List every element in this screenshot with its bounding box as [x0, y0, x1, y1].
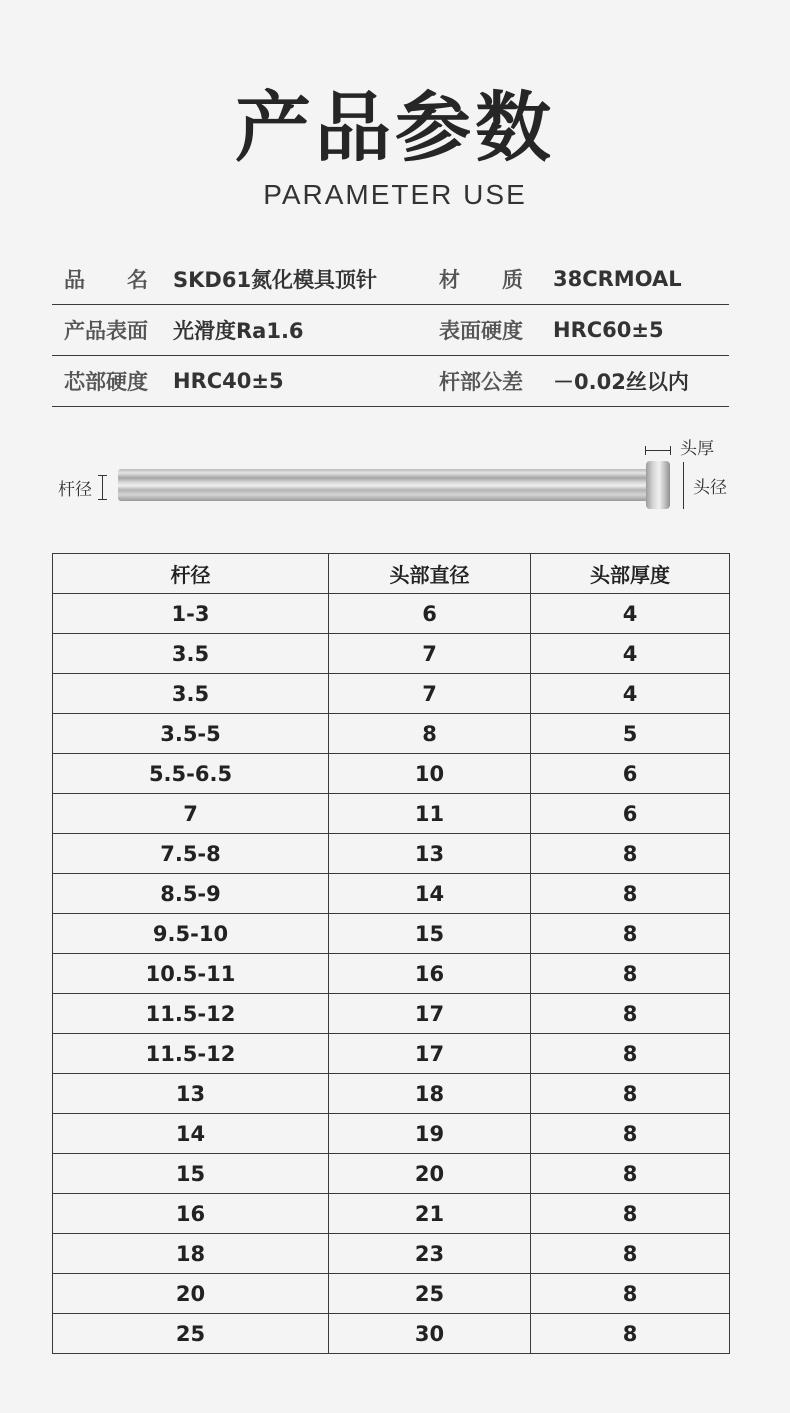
cell-head-diameter: 20	[329, 1154, 531, 1194]
table-header-row	[53, 554, 730, 594]
param-label-core-hardness: 芯部硬度	[64, 370, 148, 394]
cell-head-diameter: 10	[329, 754, 531, 794]
table-row	[53, 1154, 730, 1194]
head-thickness-label: 头厚	[680, 439, 714, 459]
param-label-surface: 产品表面	[64, 319, 148, 343]
param-value-material: 38CRMOAL	[553, 267, 682, 291]
table-row	[53, 1234, 730, 1274]
param-value-core-hardness: HRC40±5	[173, 369, 284, 393]
rod-diameter-label: 杆径	[58, 480, 92, 500]
cell-rod-diameter: 3.5-5	[53, 714, 329, 754]
table-row	[53, 1034, 730, 1074]
cell-head-diameter: 13	[329, 834, 531, 874]
table-row	[53, 1314, 730, 1354]
cell-rod-diameter: 3.5	[53, 674, 329, 714]
head-diameter-label: 头径	[693, 478, 727, 498]
head-thickness-line	[645, 450, 671, 451]
table-row	[53, 1194, 730, 1234]
cell-head-thickness: 6	[531, 754, 730, 794]
cell-head-diameter: 17	[329, 994, 531, 1034]
cell-rod-diameter: 1-3	[53, 594, 329, 634]
spec-table-body	[53, 594, 730, 1354]
cell-rod-diameter: 8.5-9	[53, 874, 329, 914]
cell-head-diameter: 8	[329, 714, 531, 754]
rod-dimension-cap-top	[98, 475, 107, 476]
cell-rod-diameter: 20	[53, 1274, 329, 1314]
cell-head-thickness: 8	[531, 994, 730, 1034]
table-row	[53, 874, 730, 914]
cell-head-diameter: 6	[329, 594, 531, 634]
table-row	[53, 594, 730, 634]
cell-rod-diameter: 7	[53, 794, 329, 834]
cell-rod-diameter: 11.5-12	[53, 994, 329, 1034]
cell-rod-diameter: 16	[53, 1194, 329, 1234]
cell-head-thickness: 8	[531, 1074, 730, 1114]
table-row	[53, 994, 730, 1034]
pin-rod-image	[118, 469, 650, 501]
cell-rod-diameter: 7.5-8	[53, 834, 329, 874]
table-row	[53, 834, 730, 874]
param-row	[52, 304, 729, 355]
cell-head-thickness: 8	[531, 834, 730, 874]
cell-rod-diameter: 10.5-11	[53, 954, 329, 994]
param-label-rod-tolerance: 杆部公差	[439, 370, 523, 394]
head-thickness-cap-right	[670, 446, 671, 455]
cell-head-diameter: 21	[329, 1194, 531, 1234]
column-header-head-thickness: 头部厚度	[531, 554, 730, 594]
param-value-surface: 光滑度Ra1.6	[173, 319, 304, 343]
column-header-rod-diameter: 杆径	[53, 554, 329, 594]
cell-head-thickness: 5	[531, 714, 730, 754]
cell-head-diameter: 11	[329, 794, 531, 834]
cell-head-thickness: 8	[531, 1194, 730, 1234]
cell-head-diameter: 17	[329, 1034, 531, 1074]
cell-rod-diameter: 9.5-10	[53, 914, 329, 954]
cell-head-diameter: 7	[329, 674, 531, 714]
ejector-pin-diagram	[0, 425, 790, 525]
table-row	[53, 714, 730, 754]
cell-head-diameter: 7	[329, 634, 531, 674]
cell-head-thickness: 8	[531, 954, 730, 994]
spec-table	[52, 553, 730, 1354]
cell-rod-diameter: 14	[53, 1114, 329, 1154]
cell-head-thickness: 8	[531, 1154, 730, 1194]
cell-rod-diameter: 13	[53, 1074, 329, 1114]
param-label-material: 材 质	[439, 268, 523, 292]
table-row	[53, 1274, 730, 1314]
pin-head-image	[646, 461, 670, 509]
page-title: 产品参数	[235, 83, 555, 172]
param-value-surface-hardness: HRC60±5	[553, 318, 664, 342]
cell-head-diameter: 15	[329, 914, 531, 954]
parameter-list	[52, 254, 729, 407]
table-row	[53, 1074, 730, 1114]
cell-rod-diameter: 15	[53, 1154, 329, 1194]
column-header-head-diameter: 头部直径	[329, 554, 531, 594]
rod-dimension-cap-bottom	[98, 499, 107, 500]
param-value-rod-tolerance: －0.02丝以内	[553, 370, 689, 394]
param-value-name: SKD61氮化模具顶针	[173, 268, 378, 292]
page-subtitle: PARAMETER USE	[263, 179, 527, 210]
cell-rod-diameter: 25	[53, 1314, 329, 1354]
cell-head-diameter: 16	[329, 954, 531, 994]
cell-rod-diameter: 3.5	[53, 634, 329, 674]
cell-head-thickness: 8	[531, 1274, 730, 1314]
cell-head-diameter: 23	[329, 1234, 531, 1274]
table-row	[53, 954, 730, 994]
param-row	[52, 355, 729, 406]
param-label-surface-hardness: 表面硬度	[439, 319, 523, 343]
cell-head-diameter: 19	[329, 1114, 531, 1154]
table-row	[53, 634, 730, 674]
table-row	[53, 674, 730, 714]
table-row	[53, 914, 730, 954]
head-thickness-cap-left	[645, 446, 646, 455]
cell-head-thickness: 8	[531, 1234, 730, 1274]
table-row	[53, 1114, 730, 1154]
cell-head-thickness: 8	[531, 1034, 730, 1074]
cell-head-thickness: 8	[531, 874, 730, 914]
cell-head-diameter: 30	[329, 1314, 531, 1354]
cell-head-thickness: 4	[531, 674, 730, 714]
rod-dimension-line	[102, 475, 103, 499]
cell-rod-diameter: 11.5-12	[53, 1034, 329, 1074]
cell-head-thickness: 4	[531, 634, 730, 674]
cell-head-diameter: 14	[329, 874, 531, 914]
cell-rod-diameter: 5.5-6.5	[53, 754, 329, 794]
param-row	[52, 254, 729, 304]
cell-head-thickness: 8	[531, 1314, 730, 1354]
table-row	[53, 794, 730, 834]
cell-head-diameter: 25	[329, 1274, 531, 1314]
cell-head-thickness: 4	[531, 594, 730, 634]
cell-head-thickness: 6	[531, 794, 730, 834]
head-diameter-line	[683, 462, 684, 509]
cell-head-diameter: 18	[329, 1074, 531, 1114]
cell-head-thickness: 8	[531, 1114, 730, 1154]
param-label-name: 品 名	[64, 268, 148, 292]
table-row	[53, 754, 730, 794]
cell-rod-diameter: 18	[53, 1234, 329, 1274]
cell-head-thickness: 8	[531, 914, 730, 954]
